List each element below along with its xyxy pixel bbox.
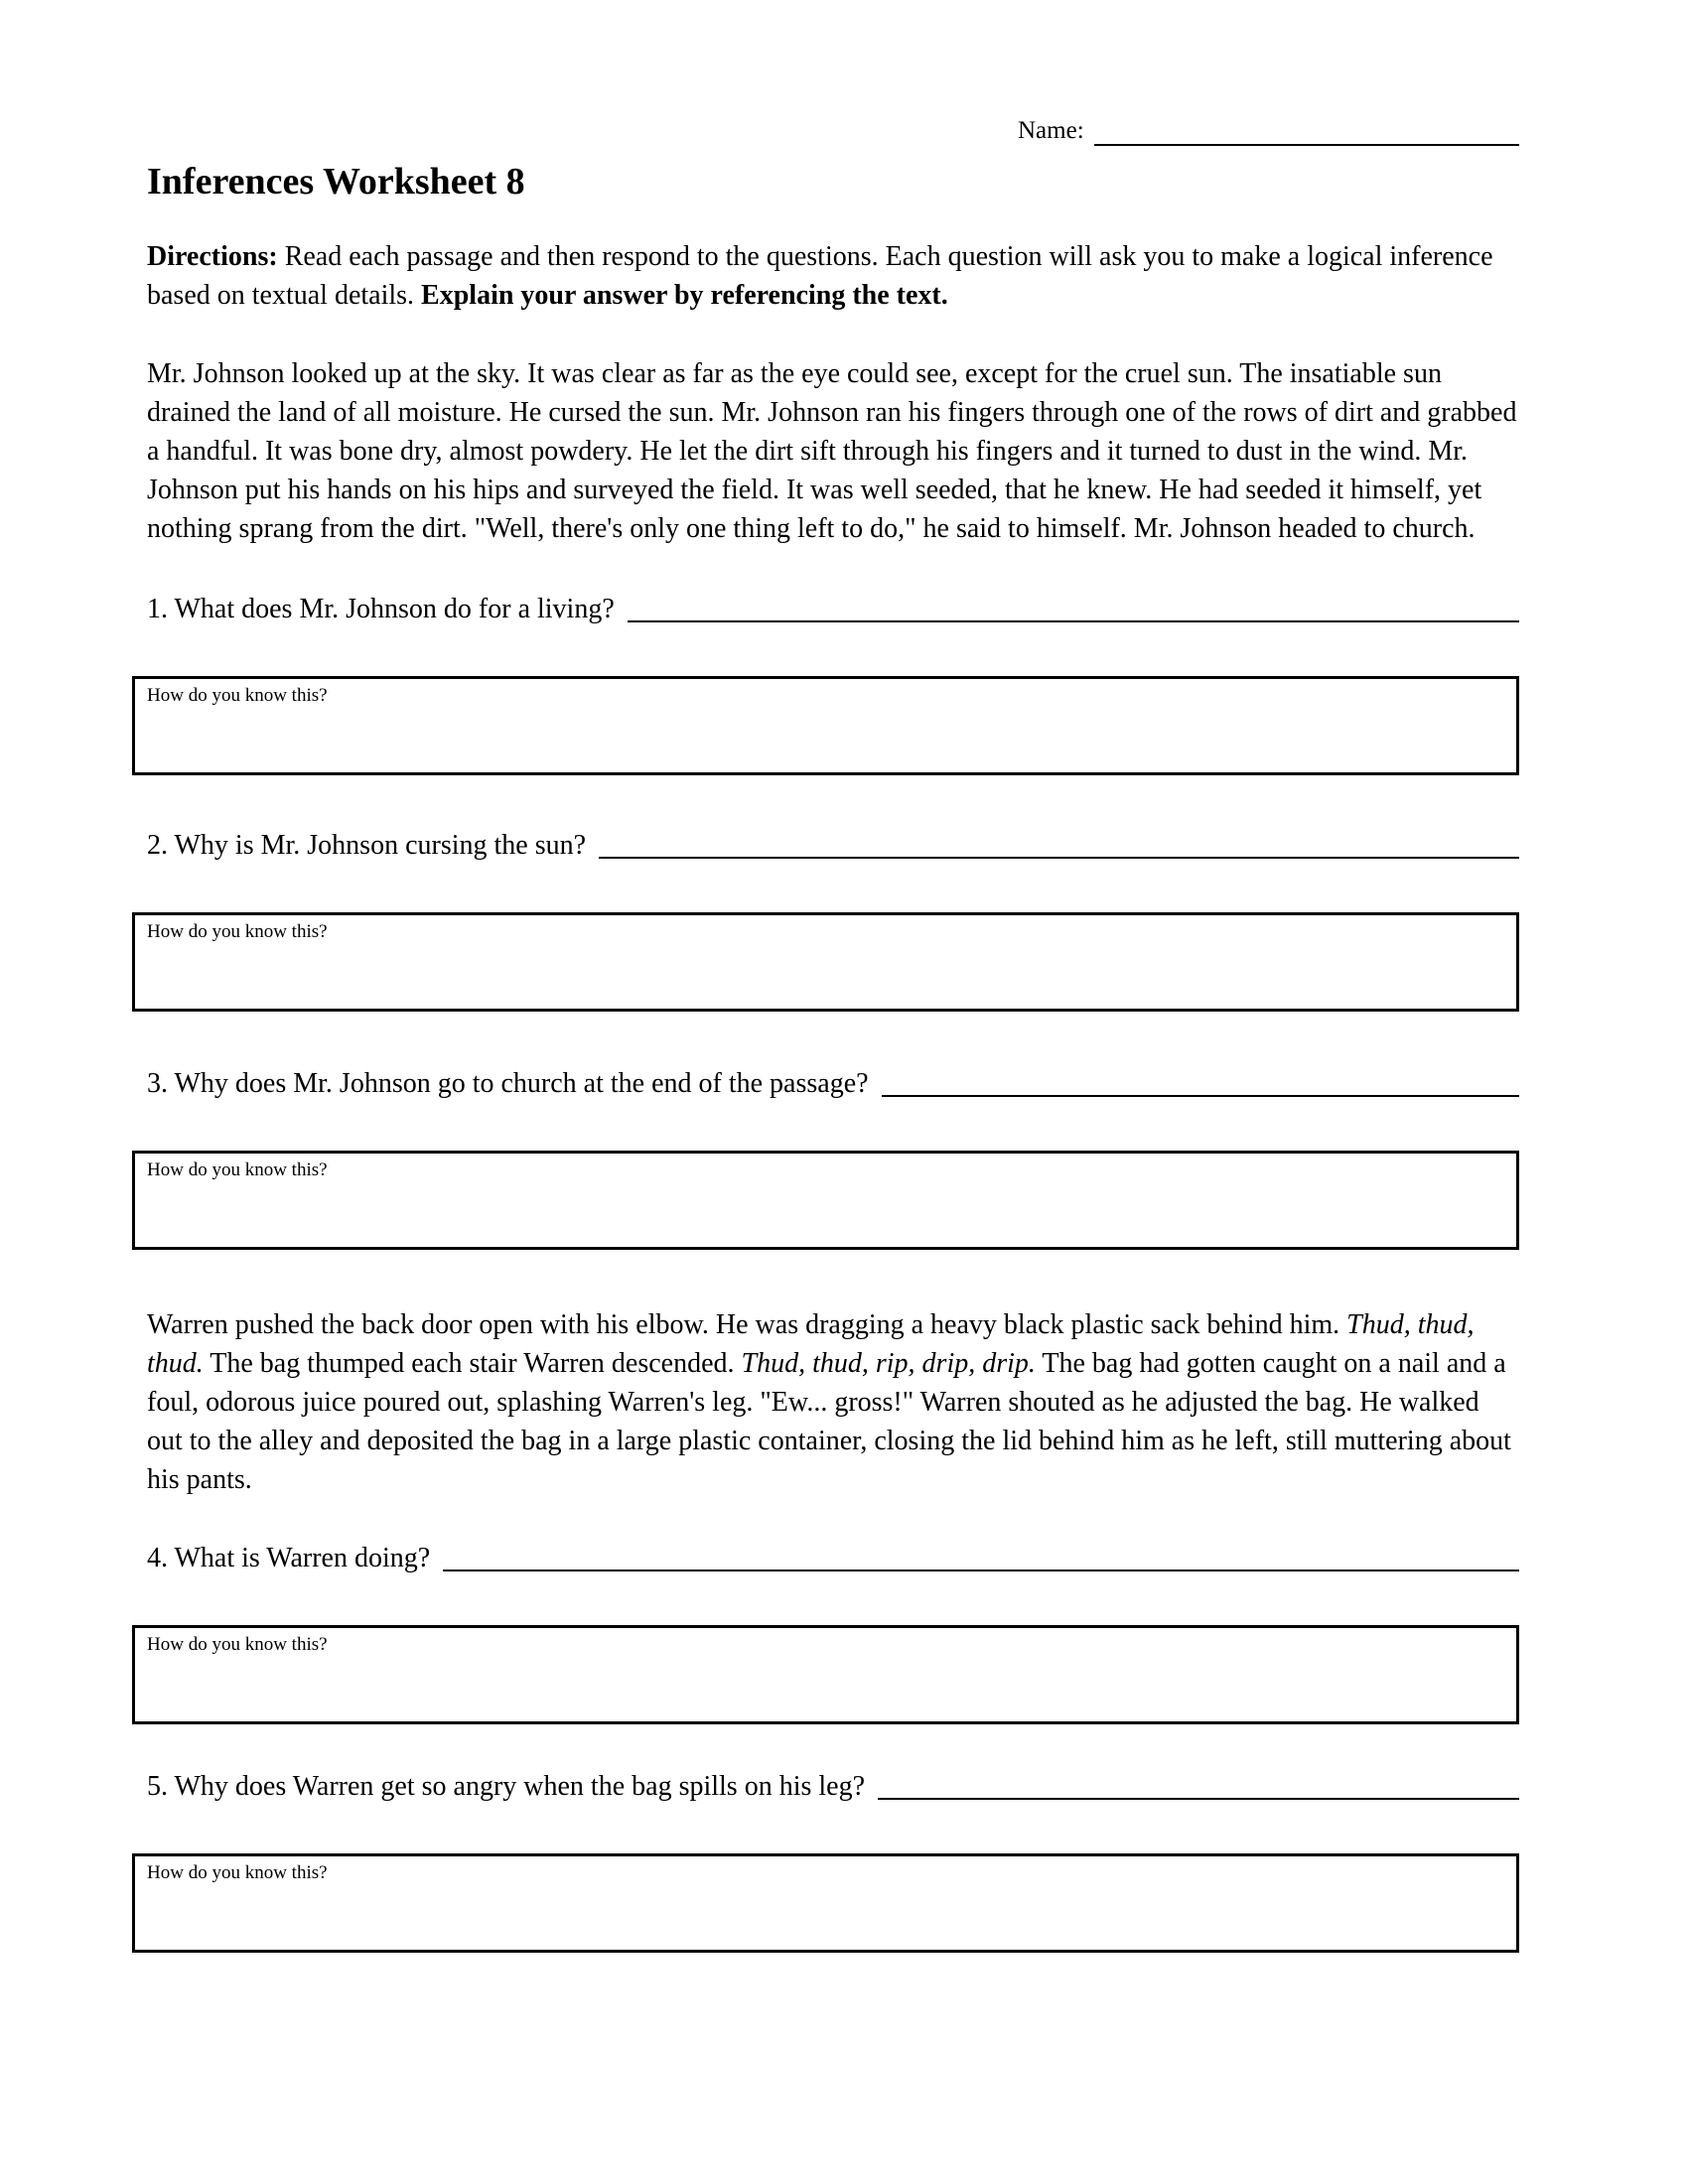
- passage-2: Warren pushed the back door open with his elbow. He was dragging a heavy black plastic sack behind him. Thud, thud, thud. The bag thumped each stair Warren descended. Thud, thud, rip, drip, drip. The bag had gotten caught on a nail and a foul, odorous juice poured out, splashing Warren's leg. "Ew... gross!" Warren shouted as he adjusted the bag. He walked out to the alley and deposited the bag in a large plastic container, closing the lid behind him as he left, still muttering about his pants.: [147, 1308, 1511, 1495]
- passage-1: Mr. Johnson looked up at the sky. It was clear as far as the eye could see, except for the cruel sun. The insatiable sun drained the land of all moisture. He cursed the sun. Mr. Johnson ran his fingers through one of the rows of dirt and grabbed a handful. It was bone dry, almost powdery. He let the dirt sift through his fingers and it turned to dust in the wind. Mr. Johnson put his hands on his hips and surveyed the field. It was well seeded, that he knew. He had seeded it himself, yet nothing sprang from the dirt. "Well, there's only one thing left to do," he said to himself. Mr. Johnson headed to church.: [147, 357, 1517, 544]
- question-3-label: 3. Why does Mr. Johnson go to church at the end of the passage?: [147, 1067, 869, 1099]
- question-1-label: 1. What does Mr. Johnson do for a living?: [147, 593, 615, 624]
- answer-box-5-label: How do you know this?: [147, 1861, 328, 1883]
- answer-box-1-label: How do you know this?: [147, 684, 328, 706]
- question-4-answer-line[interactable]: [443, 1570, 1519, 1571]
- question-5-answer-line[interactable]: [878, 1798, 1519, 1800]
- answer-box-3-label: How do you know this?: [147, 1159, 328, 1180]
- question-2: [147, 826, 1519, 865]
- name-row: [1018, 117, 1519, 149]
- directions-text: Directions: Read each passage and then respond to the questions. Each question will ask you to make a logical inference based on textual details. Explain your answer by referencing the text.: [147, 240, 1493, 311]
- answer-box-3[interactable]: [132, 1151, 1519, 1250]
- answer-box-2[interactable]: [132, 912, 1519, 1012]
- page-title: Inferences Worksheet 8: [147, 161, 525, 203]
- question-3-answer-line[interactable]: [882, 1095, 1519, 1097]
- answer-box-5[interactable]: [132, 1853, 1519, 1953]
- question-2-label: 2. Why is Mr. Johnson cursing the sun?: [147, 829, 587, 861]
- name-label: Name:: [1018, 117, 1084, 144]
- question-5-label: 5. Why does Warren get so angry when the bag spills on his leg?: [147, 1770, 866, 1802]
- answer-box-4[interactable]: [132, 1625, 1519, 1724]
- answer-box-4-label: How do you know this?: [147, 1633, 328, 1655]
- question-2-answer-line[interactable]: [599, 857, 1519, 859]
- name-answer-line[interactable]: [1094, 144, 1519, 146]
- question-1: [147, 590, 1519, 628]
- question-4-label: 4. What is Warren doing?: [147, 1542, 431, 1573]
- question-4: [147, 1539, 1519, 1577]
- answer-box-1[interactable]: [132, 676, 1519, 775]
- question-5: [147, 1767, 1519, 1806]
- question-3: [147, 1064, 1519, 1103]
- answer-box-2-label: How do you know this?: [147, 920, 328, 942]
- question-1-answer-line[interactable]: [628, 620, 1519, 622]
